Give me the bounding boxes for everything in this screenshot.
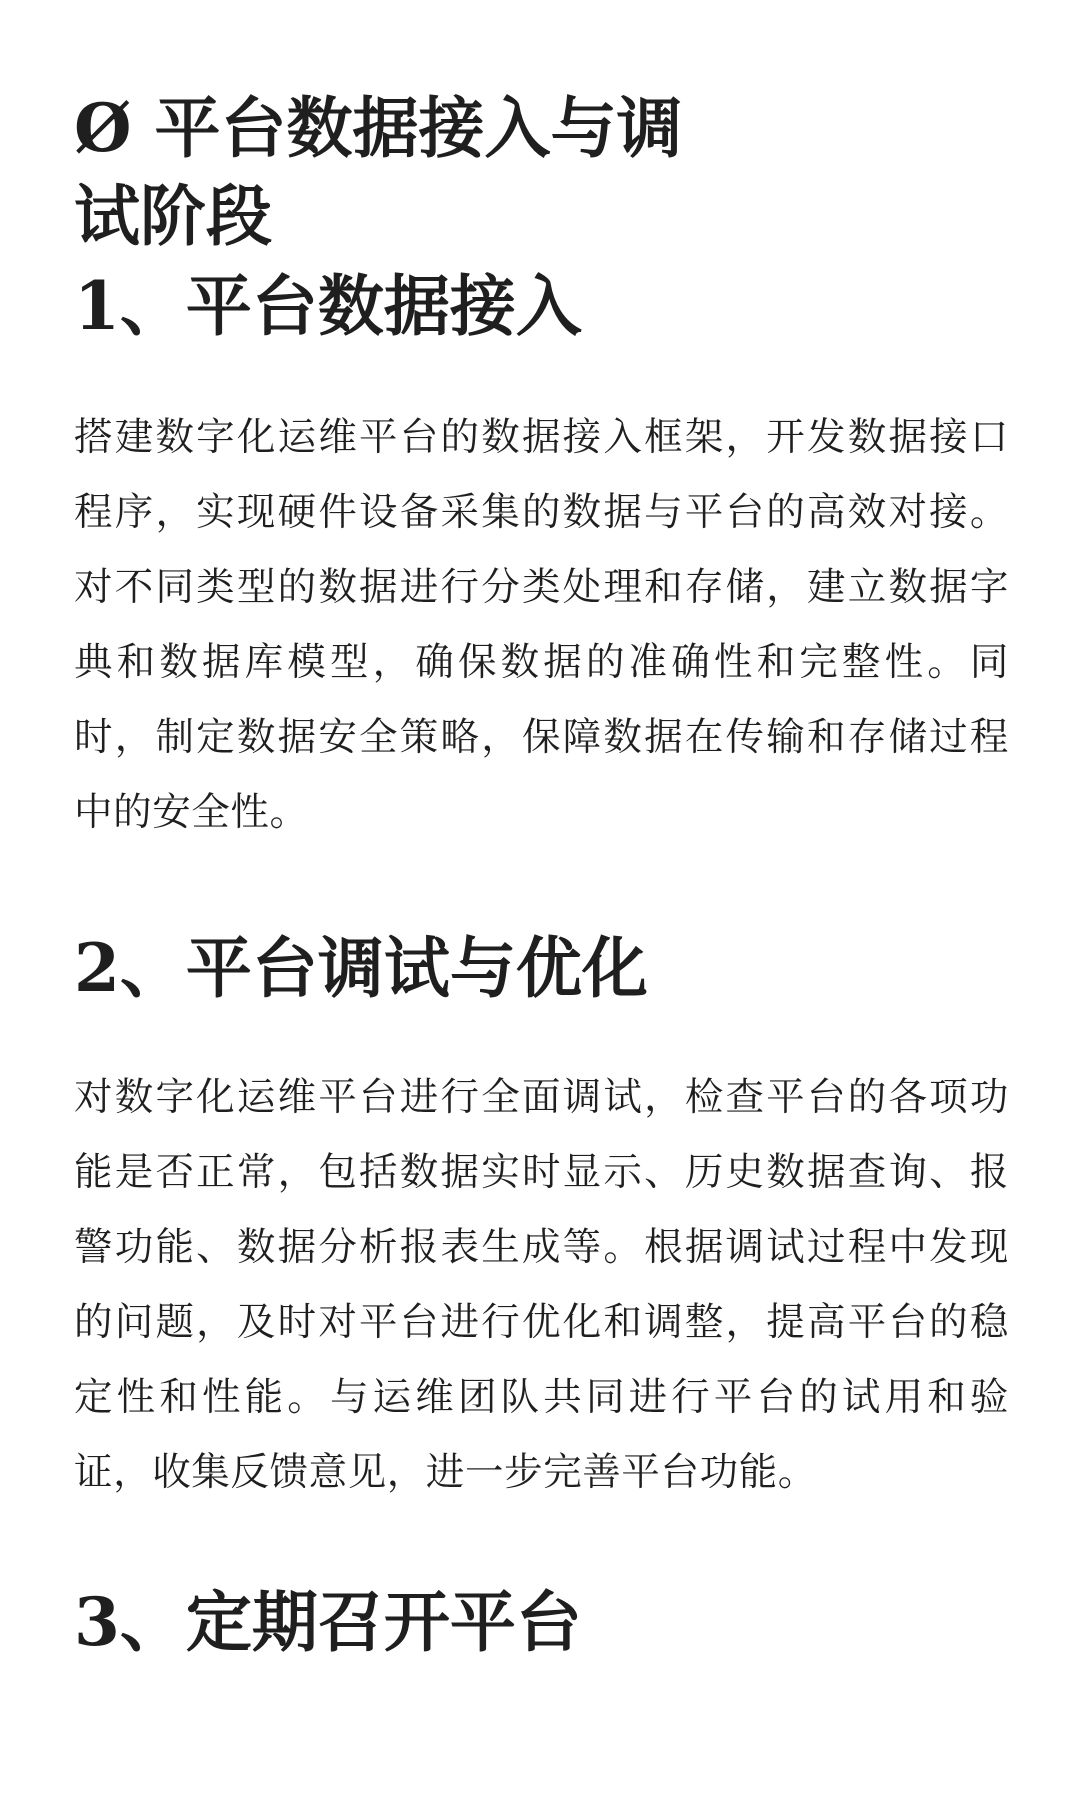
section-heading-data-access: 1、平台数据接入	[74, 267, 582, 345]
section-paragraph-debug-optimize: 对数字化运维平台进行全面调试，检查平台的各项功能是否正常，包括数据实时显示、历史数据查询、报警功能、数据分析报表生成等。根据调试过程中发现的问题，及时对平台进行优化和调整，提高平台的稳定性和性能。与运维团队共同进行平台的试用和验证，收集反馈意见，进一步完善平台功能。	[74, 1075, 1009, 1495]
section-heading-debug-optimize: 2、平台调试与优化	[74, 929, 648, 1007]
section-heading-regular-meeting: 3、定期召开平台	[74, 1583, 582, 1661]
section-paragraph-data-access: 搭建数字化运维平台的数据接入框架，开发数据接口程序，实现硬件设备采集的数据与平台的高效对接。对不同类型的数据进行分类处理和存储，建立数据字典和数据库模型，确保数据的准确性和完整性。同时，制定数据安全策略，保障数据在传输和存储过程中的安全性。	[74, 415, 1009, 835]
page-title: Ø 平台数据接入与调试阶段	[74, 89, 683, 255]
